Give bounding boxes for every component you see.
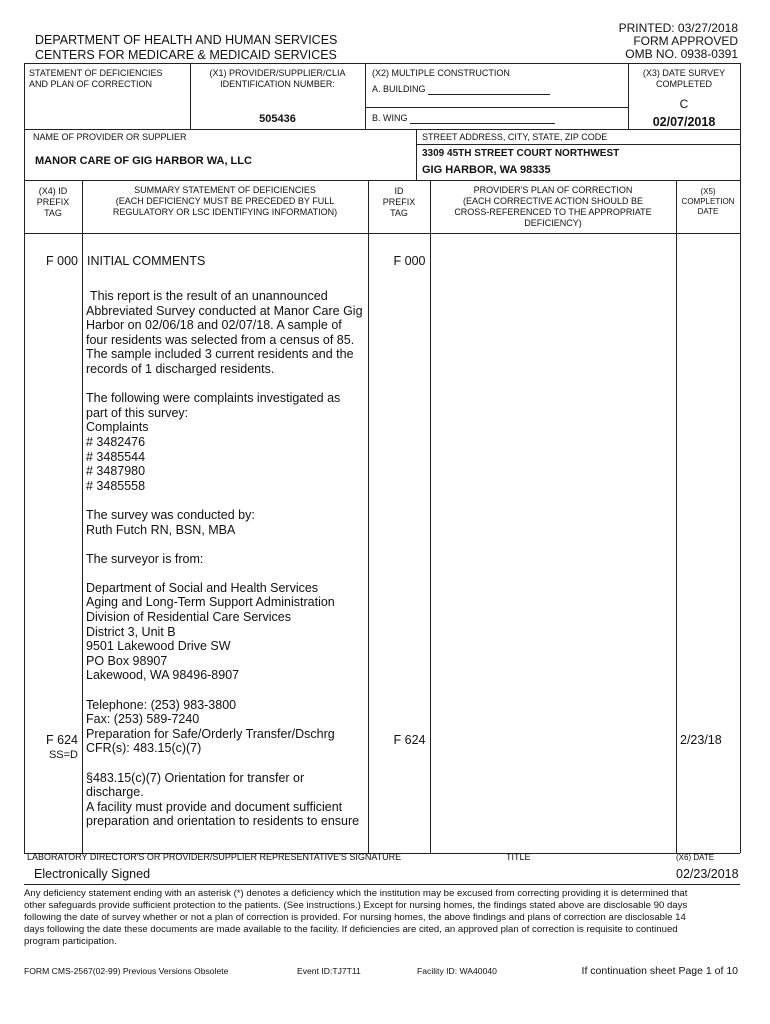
plan-header-1: PROVIDER'S PLAN OF CORRECTION [473, 185, 633, 195]
f624-scope-severity: SS=D [48, 749, 78, 761]
address-label: STREET ADDRESS, CITY, STATE, ZIP CODE [422, 132, 608, 142]
col-divider-1 [82, 180, 83, 853]
intro-paragraph [86, 289, 368, 377]
centers-title: CENTERS FOR MEDICARE & MEDICAID SERVICES [35, 48, 337, 62]
id-header-1: ID [394, 186, 404, 196]
id-header-3: TAG [390, 208, 408, 218]
x2-wing-label: B. WING [372, 113, 408, 123]
complaint-number: # 3485558 [86, 478, 146, 493]
x3-c: C [679, 97, 689, 111]
x6-date-label: (X6) DATE [676, 853, 715, 862]
provider-name: MANOR CARE OF GIG HARBOR WA, LLC [35, 155, 252, 167]
summary-header-3: REGULATORY OR LSC IDENTIFYING INFORMATION) [112, 207, 338, 217]
disclaimer-line: following the date of survey whether or not a plan of correction is provided. For nursing homes, the above findings and plans of correction are disclosable 14 [24, 912, 686, 923]
agency-address [86, 581, 368, 683]
disclaimer-line: Any deficiency statement ending with an asterisk (*) denotes a deficiency which the institution may be excused from correcting providing it is determined that [24, 888, 688, 899]
complaints-line: part of this survey: [86, 405, 189, 420]
col-divider-2 [368, 180, 369, 853]
complaints-line: Complaints [86, 420, 149, 435]
x1-label-1: (X1) PROVIDER/SUPPLIER/CLIA [209, 68, 346, 78]
provider-id-number: 505436 [259, 113, 296, 125]
signature-date: 02/23/2018 [676, 867, 739, 881]
x5-header-2: COMPLETION [681, 197, 735, 206]
f000-tag: F 000 [46, 254, 78, 268]
disclaimer-line: days following the date these documents are made available to the facility. If deficiencies are cited, an approved plan of correction is requisite to continued [24, 924, 678, 935]
agency-line: PO Box 98907 [86, 653, 168, 668]
f624-cfr: CFR(s): 483.15(c)(7) [86, 741, 202, 756]
event-id: Event ID:TJ7T11 [297, 966, 361, 976]
summary-header-1: SUMMARY STATEMENT OF DEFICIENCIES [134, 185, 316, 195]
f624-tag: F 624 [46, 733, 78, 747]
agency-line: 9501 Lakewood Drive SW [86, 639, 231, 654]
f000-title: INITIAL COMMENTS [87, 254, 206, 268]
x4-header-1: (X4) ID [38, 186, 68, 196]
facility-id: Facility ID: WA40040 [417, 966, 497, 976]
plan-header-3: CROSS-REFERENCED TO THE APPROPRIATE [454, 207, 652, 217]
f624-line: A facility must provide and document sufficient [86, 799, 343, 814]
frame-top-line [24, 63, 740, 64]
continuation-page: If continuation sheet Page 1 of 10 [581, 965, 738, 977]
title-label: TITLE [506, 852, 531, 862]
building-blank-line [428, 85, 550, 95]
x5-header-1: (X5) [700, 187, 716, 196]
x2-wing [372, 113, 555, 124]
signature-value: Electronically Signed [34, 867, 151, 881]
city-state-zip: GIG HARBOR, WA 98335 [422, 164, 551, 176]
agency-line: Division of Residential Care Services [86, 610, 291, 625]
statement-label-2: AND PLAN OF CORRECTION [29, 79, 153, 89]
conducted-line: The survey was conducted by: [86, 507, 255, 522]
signature-bottom-line [24, 884, 740, 885]
col-divider-4 [676, 180, 677, 853]
intro-line: The sample included 3 current residents and the [86, 347, 354, 362]
x3-label-2: COMPLETED [655, 79, 712, 89]
intro-line: This report is the result of an unannounced [90, 289, 328, 303]
plan-header-4: DEFICIENCY) [524, 218, 582, 228]
disclaimer-line: other safeguards provide sufficient protection to the patients. (See instructions.) Except for nursing homes, the findings stated above are disclosable 90 days [24, 900, 688, 911]
intro-line: Abbreviated Survey conducted at Manor Care Gig [86, 303, 363, 318]
x1-label-2: IDENTIFICATION NUMBER: [220, 79, 335, 89]
agency-line: Department of Social and Health Services [86, 580, 319, 595]
x2-mid-line [365, 107, 628, 108]
x2-building-label: A. BUILDING [372, 84, 426, 94]
survey-narrative [86, 289, 368, 829]
department-title: DEPARTMENT OF HEALTH AND HUMAN SERVICES [35, 33, 338, 47]
provider-label: NAME OF PROVIDER OR SUPPLIER [33, 132, 187, 142]
x3-label-1: (X3) DATE SURVEY [642, 68, 726, 78]
survey-completed-date: 02/07/2018 [652, 115, 716, 129]
f624-completion-date: 2/23/18 [680, 733, 722, 747]
street-address: 3309 45TH STREET COURT NORTHWEST [422, 148, 620, 159]
x2-label: (X2) MULTIPLE CONSTRUCTION [372, 68, 510, 78]
summary-header-2: (EACH DEFICIENCY MUST BE PRECEDED BY FULL [115, 196, 335, 206]
fax: Fax: (253) 589-7240 [86, 712, 200, 727]
x4-header-3: TAG [44, 208, 62, 218]
telephone: Telephone: (253) 983-3800 [86, 697, 237, 712]
agency-line: Aging and Long-Term Support Administration [86, 595, 335, 610]
surveyor-from: The surveyor is from: [86, 551, 204, 566]
f624-id-tag: F 624 [393, 733, 426, 747]
plan-header-2: (EACH CORRECTIVE ACTION SHOULD BE [462, 196, 644, 206]
col-divider-3 [430, 180, 431, 853]
agency-line: District 3, Unit B [86, 624, 176, 639]
f624-line: discharge. [86, 785, 144, 800]
x5-header-3: DATE [697, 207, 719, 216]
complaint-number: # 3482476 [86, 434, 146, 449]
f624-text [86, 771, 368, 829]
statement-label-1: STATEMENT OF DEFICIENCIES [29, 68, 163, 78]
conducted-paragraph [86, 508, 368, 537]
f624-line: §483.15(c)(7) Orientation for transfer or [86, 770, 305, 785]
id-header-2: PREFIX [382, 197, 416, 207]
complaint-number: # 3487980 [86, 464, 146, 479]
printed-date: PRINTED: 03/27/2018 [618, 21, 738, 35]
omb-number: OMB NO. 0938-0391 [625, 47, 738, 61]
complaints-line: The following were complaints investigated as [86, 391, 341, 406]
intro-line: four residents was selected from a census of 85. [86, 332, 355, 347]
address-label-line [416, 144, 740, 145]
frame-right-line [740, 63, 741, 853]
agency-line: Lakewood, WA 98496-8907 [86, 668, 240, 683]
disclaimer-line: program participation. [24, 936, 117, 947]
intro-line: records of 1 discharged residents. [86, 361, 275, 376]
disclaimer [24, 888, 740, 948]
f000-id-tag: F 000 [393, 254, 426, 268]
row1-bottom-line [24, 129, 740, 130]
divider-provider-address [416, 129, 417, 180]
x2-building [372, 84, 550, 95]
complaint-number: # 3485544 [86, 449, 146, 464]
column-header-bottom-line [24, 233, 740, 234]
surveyor-name: Ruth Futch RN, BSN, MBA [86, 522, 236, 537]
intro-line: Harbor on 02/06/18 and 02/07/18. A sample of [86, 318, 342, 333]
wing-blank-line [410, 114, 555, 124]
form-approved: FORM APPROVED [633, 34, 738, 48]
divider-x2 [365, 63, 366, 129]
signature-label: LABORATORY DIRECTOR'S OR PROVIDER/SUPPLIER REPRESENTATIVE'S SIGNATURE [27, 852, 402, 862]
f624-title: Preparation for Safe/Orderly Transfer/Dschrg [86, 726, 335, 741]
x4-header-2: PREFIX [36, 197, 70, 207]
f624-line: preparation and orientation to residents to ensure [86, 814, 360, 829]
complaints-paragraph [86, 391, 368, 493]
form-id: FORM CMS-2567(02-99) Previous Versions Obsolete [24, 966, 229, 976]
row2-bottom-line [24, 180, 740, 181]
